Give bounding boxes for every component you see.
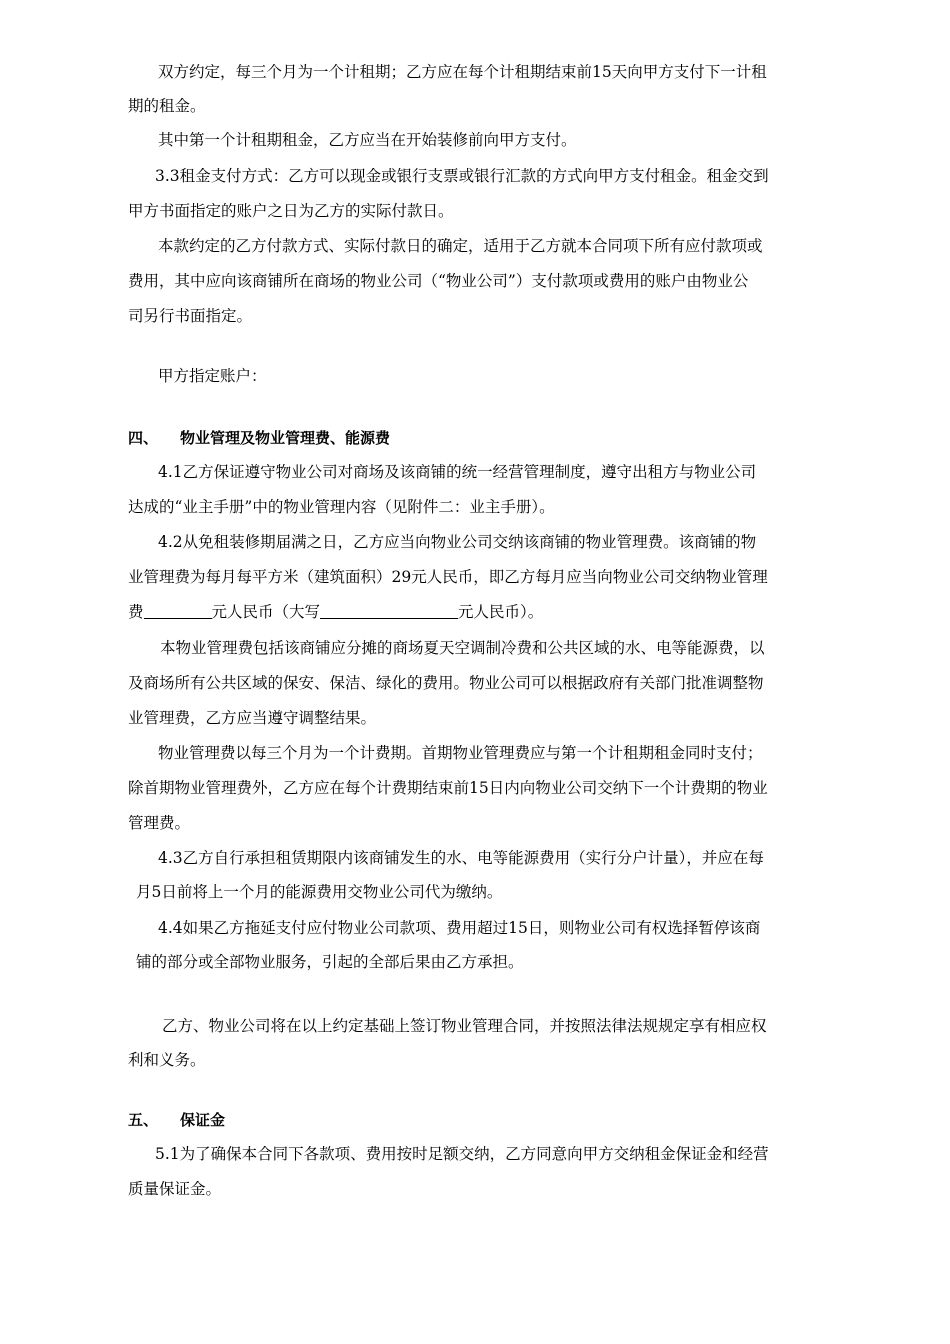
paragraph-line: 4.3乙方自行承担租赁期限内该商铺发生的水、电等能源费用（实行分户计量），并应在每 [158, 849, 764, 867]
paragraph-line: 4.2从免租装修期届满之日，乙方应当向物业公司交纳该商铺的物业管理费。该商铺的物 [158, 533, 757, 551]
paragraph-line: 业管理费，乙方应当遵守调整结果。 [128, 709, 377, 727]
paragraph-line: 质量保证金。 [128, 1180, 222, 1198]
paragraph-line: 管理费。 [128, 814, 191, 832]
amount-capital-label: 元人民币（大写 [211, 603, 321, 621]
account-label: 甲方指定账户： [158, 367, 267, 385]
paragraph-line: 3.3租金支付方式：乙方可以现金或银行支票或银行汇款的方式向甲方支付租金。租金交到 [155, 167, 769, 185]
fill-in-line [128, 602, 543, 622]
paragraph-line: 费用，其中应向该商铺所在商场的物业公司（“物业公司”）支付款项或费用的账户由物业公 [128, 272, 749, 290]
section-number: 四、 [128, 429, 159, 447]
amount-suffix: 元人民币）。 [458, 603, 544, 621]
section-title: 物业管理及物业管理费、能源费 [180, 429, 391, 447]
paragraph-line: 乙方、物业公司将在以上约定基础上签订物业管理合同，并按照法律法规规定享有相应权 [162, 1017, 767, 1035]
paragraph-line: 月5日前将上一个月的能源费用交物业公司代为缴纳。 [136, 883, 503, 901]
paragraph-line: 及商场所有公共区域的保安、保洁、绿化的费用。物业公司可以根据政府有关部门批准调整物 [128, 674, 764, 692]
fee-prefix: 费 [128, 603, 144, 621]
paragraph-line: 其中第一个计租期租金，乙方应当在开始装修前向甲方支付。 [158, 131, 577, 149]
section-number: 五、 [128, 1111, 159, 1129]
capital-amount-blank [320, 602, 458, 619]
section-heading-5 [128, 1110, 225, 1130]
paragraph-line: 4.4如果乙方拖延支付应付物业公司款项、费用超过15日，则物业公司有权选择暂停该商 [158, 919, 761, 937]
section-title: 保证金 [180, 1111, 226, 1129]
paragraph-line: 本物业管理费包括该商铺应分摊的商场夏天空调制冷费和公共区域的水、电等能源费，以 [160, 639, 765, 657]
paragraph-line: 达成的“业主手册”中的物业管理内容（见附件二：业主手册）。 [128, 498, 555, 516]
paragraph-line: 4.1乙方保证遵守物业公司对商场及该商铺的统一经营管理制度，遵守出租方与物业公司 [158, 463, 757, 481]
paragraph-line: 铺的部分或全部物业服务，引起的全部后果由乙方承担。 [136, 953, 524, 971]
paragraph-line: 双方约定，每三个月为一个计租期；乙方应在每个计租期结束前15天向甲方支付下一计租 [158, 63, 767, 81]
paragraph-line: 5.1为了确保本合同下各款项、费用按时足额交纳，乙方同意向甲方交纳租金保证金和经营 [155, 1145, 769, 1163]
paragraph-line: 期的租金。 [128, 97, 206, 115]
paragraph-line: 业管理费为每月每平方米（建筑面积）29元人民币，即乙方每月应当向物业公司交纳物业管理 [128, 568, 768, 586]
paragraph-line: 除首期物业管理费外，乙方应在每个计费期结束前15日内向物业公司交纳下一个计费期的物业 [128, 779, 768, 797]
paragraph-line: 司另行书面指定。 [128, 307, 253, 325]
amount-blank [144, 602, 212, 619]
section-heading-4 [128, 428, 390, 448]
paragraph-line: 利和义务。 [128, 1051, 206, 1069]
paragraph-line: 本款约定的乙方付款方式、实际付款日的确定，适用于乙方就本合同项下所有应付款项或 [158, 237, 763, 255]
paragraph-line: 物业管理费以每三个月为一个计费期。首期物业管理费应与第一个计租期租金同时支付； [158, 744, 763, 762]
paragraph-line: 甲方书面指定的账户之日为乙方的实际付款日。 [128, 202, 454, 220]
